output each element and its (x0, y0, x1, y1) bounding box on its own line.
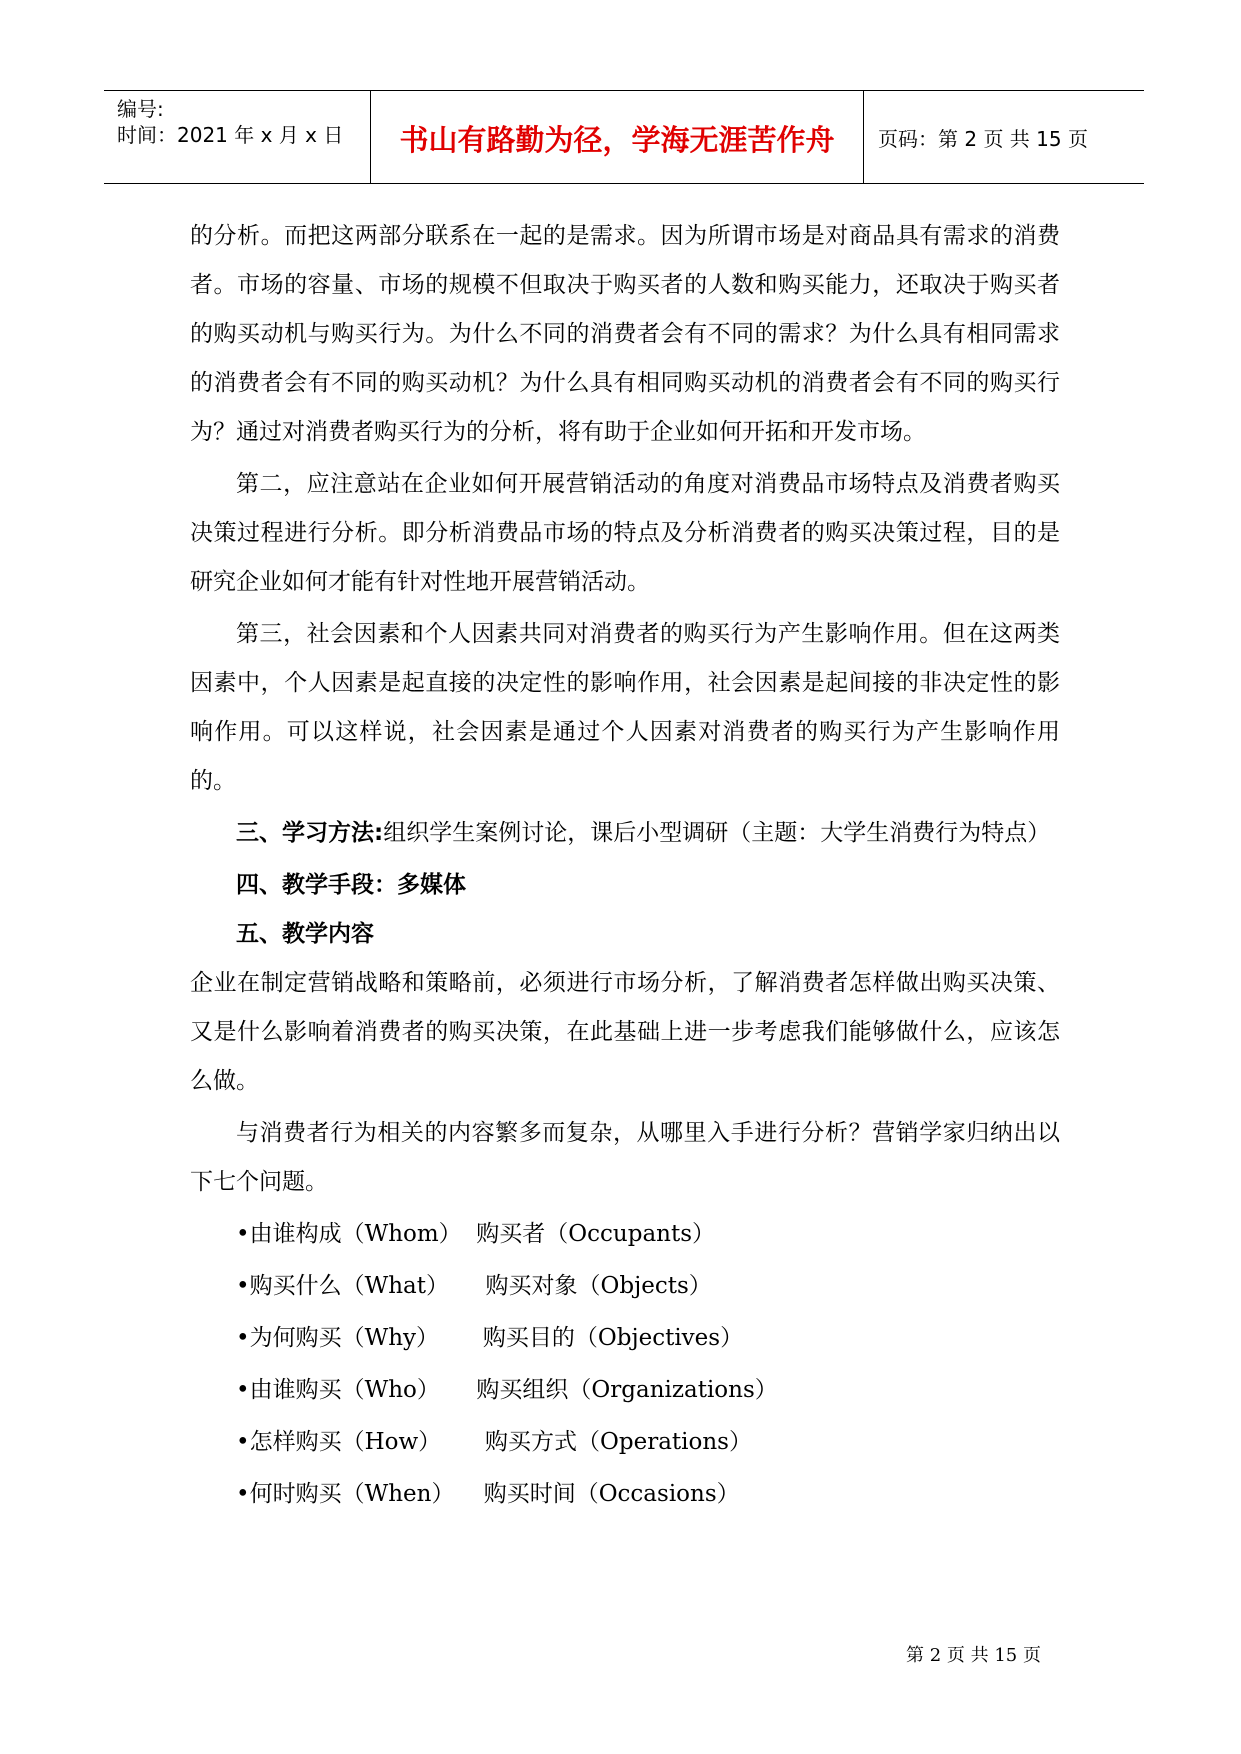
header-page-number: 页码：第 2 页 共 15 页 (878, 127, 1088, 151)
section-heading-learning-methods: 三、学习方法: (236, 820, 384, 846)
document-time-label: 时间：2021 年 x 月 x 日 (117, 123, 344, 147)
paragraph-seven-questions: 与消费者行为相关的内容繁多而复杂，从哪里入手进行分析？营销学家归纳出以下七个问题。 (190, 1120, 1060, 1195)
list-item: •由谁购买（Who） 购买组织（Organizations） (236, 1377, 778, 1403)
list-item: •购买什么（What） 购买对象（Objects） (236, 1273, 712, 1299)
page-header (104, 90, 1144, 184)
learning-methods-text: 组织学生案例讨论，课后小型调研（主题：大学生消费行为特点） (383, 820, 1051, 846)
header-motto: 书山有路勤为径，学海无涯苦作舟 (399, 123, 835, 157)
document-number-label: 编号: (117, 97, 164, 121)
header-motto-cell (370, 91, 864, 183)
section-learning-methods (190, 809, 1060, 858)
paragraph-third-point: 第三，社会因素和个人因素共同对消费者的购买行为产生影响作用。但在这两类因素中，个人因素是起直接的决定性的影响作用，社会因素是起间接的非决定性的影响作用。可以这样说，社会因素是通过个人因素对消费者的购买行为产生影响作用的。 (190, 621, 1060, 794)
header-left-cell (104, 91, 370, 183)
page-footer: 第 2 页 共 15 页 (906, 1645, 1041, 1666)
list-item: •由谁构成（Whom） 购买者（Occupants） (236, 1221, 716, 1247)
paragraph-market-analysis: 企业在制定营销战略和策略前，必须进行市场分析，了解消费者怎样做出购买决策、又是什么影响着消费者的购买决策，在此基础上进一步考虑我们能够做什么，应该怎么做。 (190, 970, 1060, 1094)
section-heading-teaching-content: 五、教学内容 (236, 921, 374, 947)
header-page-cell (864, 91, 1144, 183)
paragraph-second-point: 第二，应注意站在企业如何开展营销活动的角度对消费品市场特点及消费者购买决策过程进行分析。即分析消费品市场的特点及分析消费者的购买决策过程，目的是研究企业如何才能有针对性地开展营销活动。 (190, 471, 1060, 595)
paragraph-analysis: 的分析。而把这两部分联系在一起的是需求。因为所谓市场是对商品具有需求的消费者。市场的容量、市场的规模不但取决于购买者的人数和购买能力，还取决于购买者的购买动机与购买行为。为什么不同的消费者会有不同的需求？为什么具有相同需求的消费者会有不同的购买动机？为什么具有相同购买动机的消费者会有不同的购买行为？通过对消费者购买行为的分析，将有助于企业如何开拓和开发市场。 (190, 223, 1060, 445)
list-item: •怎样购买（How） 购买方式（Operations） (236, 1429, 752, 1455)
list-item: •为何购买（Why） 购买目的（Objectives） (236, 1325, 744, 1351)
section-heading-teaching-means: 四、教学手段：多媒体 (236, 872, 466, 898)
document-body (190, 212, 1060, 1519)
list-item: •何时购买（When） 购买时间（Occasions） (236, 1481, 740, 1507)
